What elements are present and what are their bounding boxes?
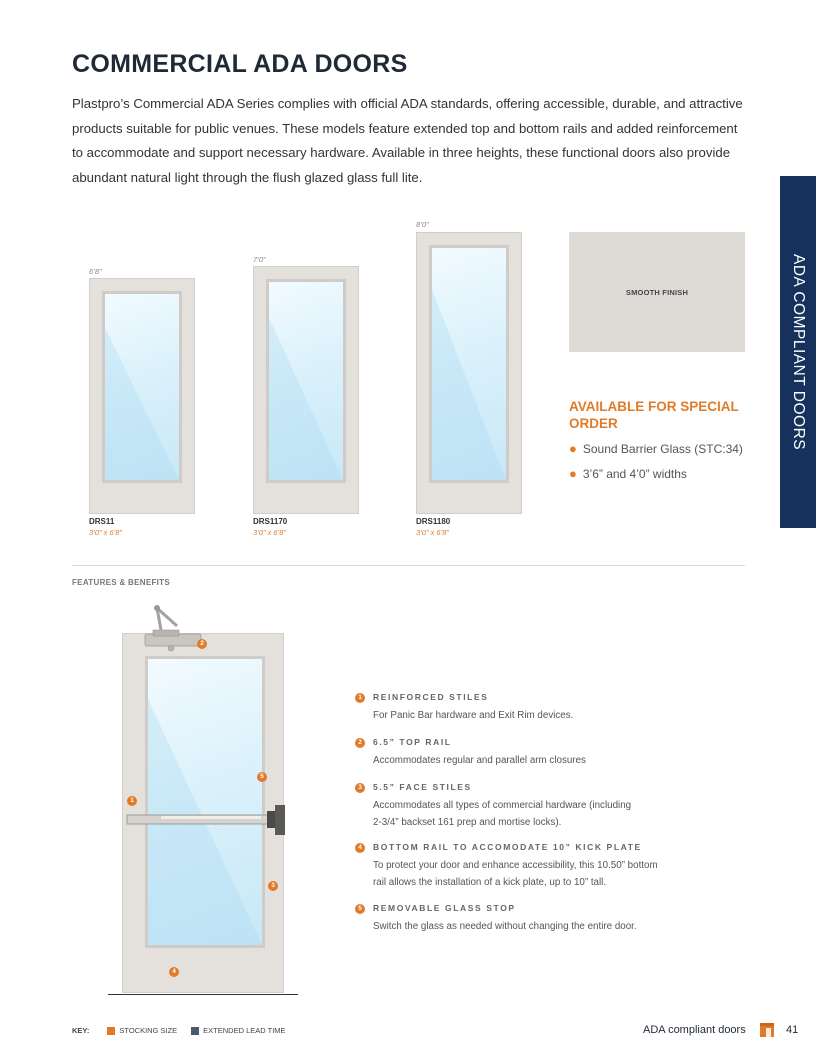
door-model-name: DRS1180 <box>416 517 451 526</box>
door-image-drs1180 <box>416 232 522 514</box>
feature-description: Switch the glass as needed without changing the entire door. <box>373 921 637 932</box>
feature-title: 6.5” TOP RAIL <box>373 737 452 747</box>
door-model-size: 3’0” x 6’8” <box>253 528 286 537</box>
smooth-finish-swatch <box>569 232 745 352</box>
door-height-label: 7’0” <box>253 255 266 264</box>
door-height-label: 6’8” <box>89 267 102 276</box>
door-closer-icon <box>143 604 203 652</box>
page-number: 41 <box>786 1024 799 1036</box>
special-order-heading: AVAILABLE FOR SPECIAL ORDER <box>569 399 739 431</box>
door-glass-lite <box>429 245 509 483</box>
feature-number: 4 <box>355 843 365 853</box>
finish-label: SMOOTH FINISH <box>625 288 689 297</box>
key-label: KEY: <box>72 1026 90 1035</box>
bullet-icon: ● <box>569 466 577 481</box>
list-item: ● Sound Barrier Glass (STC:34) <box>569 441 743 456</box>
feature-number: 3 <box>355 783 365 793</box>
feature-title: REMOVABLE GLASS STOP <box>373 903 516 913</box>
key-item-stocking: STOCKING SIZE <box>107 1026 177 1035</box>
callout-marker-3: 3 <box>268 881 278 891</box>
door-glass-lite <box>145 656 265 948</box>
list-item: ● 3’6” and 4’0” widths <box>569 466 687 481</box>
feature-title: 5.5” FACE STILES <box>373 782 472 792</box>
footer-section-title: ADA compliant doors <box>643 1024 746 1036</box>
feature-description: For Panic Bar hardware and Exit Rim devices. <box>373 710 574 721</box>
door-model-name: DRS1170 <box>253 517 288 526</box>
feature-description: Accommodates regular and parallel arm closures <box>373 755 586 766</box>
callout-marker-5: 5 <box>257 772 267 782</box>
door-logo-icon <box>760 1023 774 1037</box>
door-image-drs11 <box>89 278 195 514</box>
door-image-drs1170 <box>253 266 359 514</box>
feature-number: 5 <box>355 904 365 914</box>
color-key <box>72 1026 300 1035</box>
door-glass-lite <box>266 279 346 483</box>
special-order-list <box>569 440 743 490</box>
section-divider <box>72 565 745 566</box>
door-glass-lite <box>102 291 182 483</box>
feature-description: Accommodates all types of commercial hardware (including 2-3/4” backset 161 prep and mortise locks). <box>373 800 632 828</box>
door-model-size: 3’0” x 6’8” <box>416 528 449 537</box>
panic-bar-icon <box>125 805 287 835</box>
door-model-name: DRS11 <box>89 517 115 526</box>
feature-title: BOTTOM RAIL TO ACCOMODATE 10” KICK PLATE <box>373 842 642 852</box>
feature-number: 1 <box>355 693 365 703</box>
door-height-label: 8’0” <box>416 220 429 229</box>
callout-marker-4: 4 <box>169 967 179 977</box>
feature-number: 2 <box>355 738 365 748</box>
callout-marker-2: 2 <box>197 639 207 649</box>
side-tab-label: ADA COMPLIANT DOORS <box>790 253 807 451</box>
key-item-extended: EXTENDED LEAD TIME <box>191 1026 285 1035</box>
swatch-icon <box>191 1027 199 1035</box>
door-model-size: 3’0” x 6’8” <box>89 528 122 537</box>
floor-line <box>108 994 298 995</box>
callout-marker-1: 1 <box>127 796 137 806</box>
features-heading: FEATURES & BENEFITS <box>72 578 171 587</box>
bullet-icon: ● <box>569 441 577 456</box>
side-section-tab <box>780 176 816 528</box>
swatch-icon <box>107 1027 115 1035</box>
feature-title: REINFORCED STILES <box>373 692 489 702</box>
feature-description: To protect your door and enhance accessibility, this 10.50” bottom rail allows the installation of a kick plate, up to 10” tall. <box>373 860 658 888</box>
page-title: COMMERCIAL ADA DOORS <box>72 50 408 78</box>
intro-paragraph: Plastpro’s Commercial ADA Series complies with official ADA standards, offering accessible, durable, and attractive products suitable for public venues. These models feature extended top and bottom rails and added reinforcement to accommodate and support necessary hardware. Available in three heights, these functional doors also provide abundant natural light through the flush glazed glass full lite. <box>72 96 743 185</box>
